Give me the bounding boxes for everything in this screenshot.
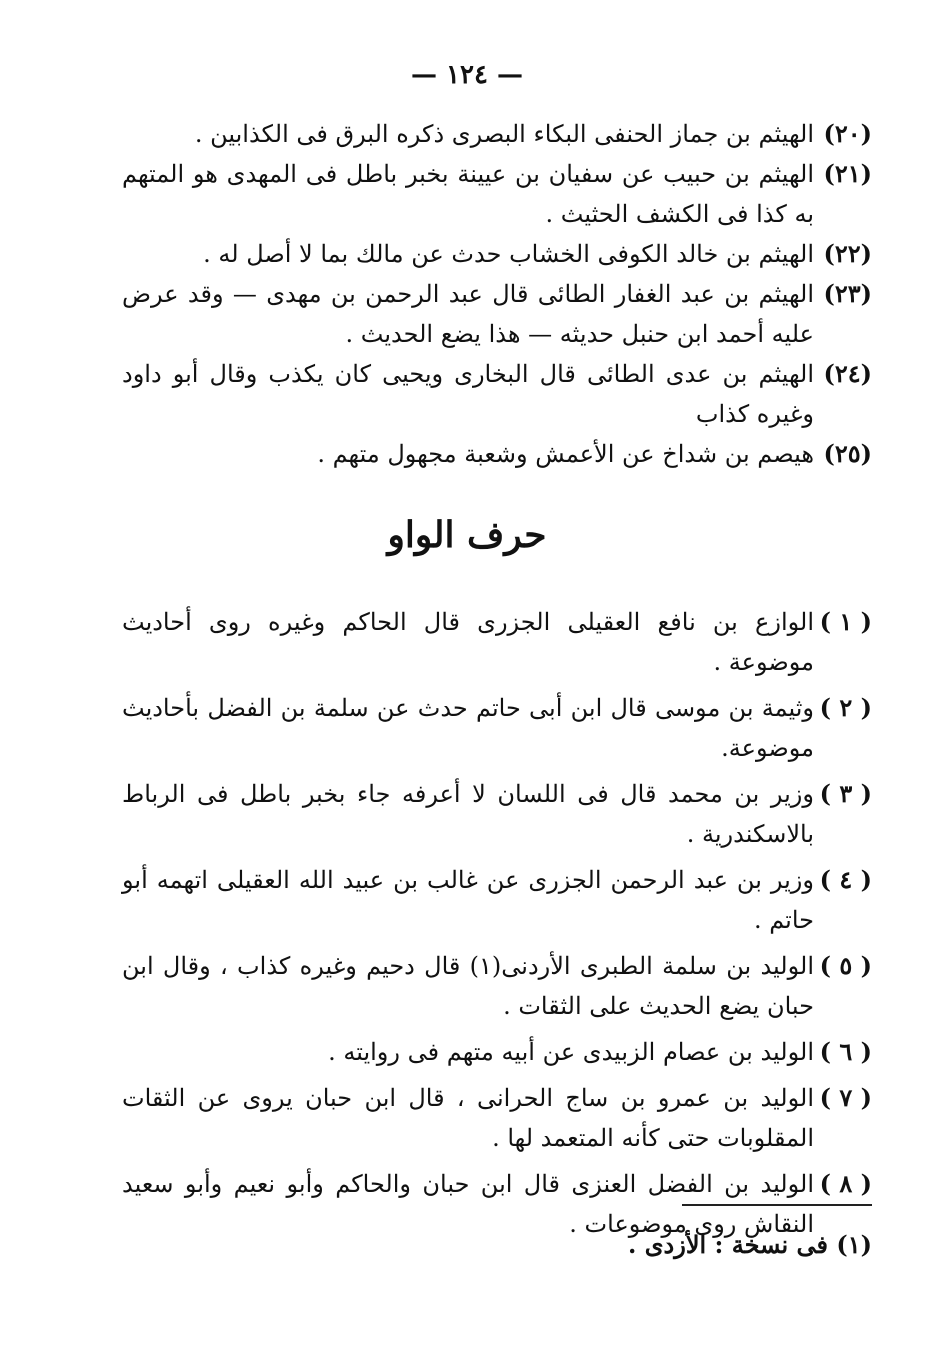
entry-text: الهيثم بن عدى الطائى قال البخارى ويحيى كان يكذب وقال أبو داود وغيره كذاب [122,360,814,428]
entry-number: (٢٥) [823,439,872,468]
entry-text: وثيمة بن موسى قال ابن أبى حاتم حدث عن سلمة بن الفضل بأحاديث موضوعة. [122,694,814,762]
entry-text: الوليد بن عمرو بن ساج الحرانى ، قال ابن حبان يروى عن الثقات المقلوبات حتى كأنه المتعمد لها . [122,1084,814,1152]
entry-text: الوليد بن عصام الزبيدى عن أبيه متهم فى روايته . [328,1038,814,1066]
entry-number: ( ٨ ) [819,1169,872,1198]
entry-number: ( ٧ ) [819,1083,872,1112]
entry-number: ( ٦ ) [819,1037,872,1066]
list-item [122,602,872,682]
list-item [122,1032,872,1072]
list-item [122,688,872,768]
entry-number: (٢٢) [823,239,872,268]
entry-text: الهيثم بن جماز الحنفى البكاء البصرى ذكره البرق فى الكذابين . [194,120,814,148]
entry-text: الهيثم بن خالد الكوفى الخشاب حدث عن مالك بما لا أصل له . [203,240,814,268]
list-item [122,354,872,434]
list-item [122,274,872,354]
entry-number: ( ٤ ) [819,865,872,894]
entry-number: ( ٥ ) [819,951,872,980]
entry-number: ( ٣ ) [819,779,872,808]
list-item [122,946,872,1026]
entry-number: (٢٤) [823,359,872,388]
list-item [122,154,872,234]
entry-text: الوليد بن الفضل العنزى قال ابن حبان والحاكم وأبو نعيم وأبو سعيد النقاش روى موضوعات . [122,1170,814,1238]
entries-list-ha [122,114,872,474]
list-item [122,114,872,154]
footnote-divider [682,1204,872,1206]
entry-text: الوازع بن نافع العقيلى الجزرى قال الحاكم وغيره روى أحاديث موضوعة . [122,608,814,676]
entry-text: الهيثم بن حبيب عن سفيان بن عيينة بخبر باطل فى المهدى هو المتهم به كذا فى الكشف الحثيث . [122,160,814,228]
entry-text: الوليد بن سلمة الطبرى الأردنى(١) قال دحيم وغيره كذاب ، وقال ابن حبان يضع الحديث على الثقات . [122,952,814,1020]
list-item [122,860,872,940]
entry-text: وزير بن محمد قال فى اللسان لا أعرفه جاء بخبر باطل فى الرباط بالاسكندرية . [122,780,814,848]
entry-number: ( ١ ) [819,607,872,636]
entries-list-waw [122,602,872,1250]
entry-number: (٢١) [823,159,872,188]
entry-number: (٢٣) [823,279,872,308]
list-item [122,434,872,474]
entry-number: ( ٢ ) [819,693,872,722]
entry-text: هيصم بن شداخ عن الأعمش وشعبة مجهول متهم . [317,440,814,468]
entry-number: (٢٠) [823,119,872,148]
list-item [122,774,872,854]
entry-text: الهيثم بن عبد الغفار الطائى قال عبد الرحمن بن مهدى — وقد عرض عليه أحمد ابن حنبل حديثه — هذا يضع الحديث . [122,280,814,348]
list-item [122,234,872,274]
entry-text: وزير بن عبد الرحمن الجزرى عن غالب بن عبيد الله العقيلى اتهمه أبو حاتم . [122,866,814,934]
footnote: (١) فى نسخة : الأزدى . [628,1230,872,1259]
list-item [122,1078,872,1158]
page-number: — ١٢٤ — [410,60,524,90]
section-heading: حرف الواو [387,514,547,556]
